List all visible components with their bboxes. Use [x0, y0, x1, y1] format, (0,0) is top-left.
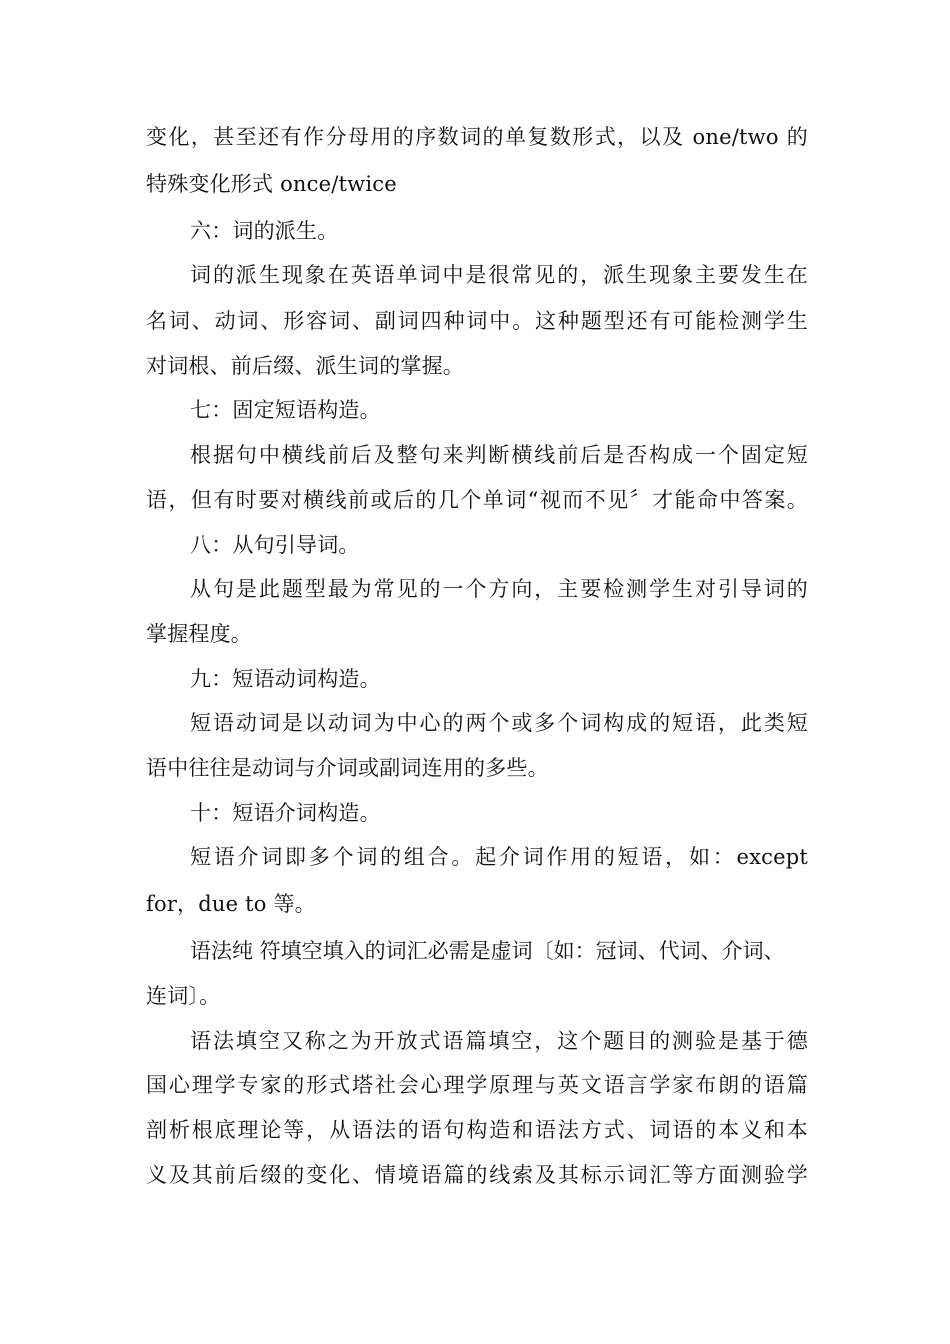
text-line: 根据句中横线前后及整句来判断横线前后是否构成一个固定短	[190, 443, 808, 467]
text-line: 特殊变化形式 once/twice	[146, 172, 397, 196]
section-heading: 九：短语动词构造。	[190, 667, 381, 691]
text-line: 语法填空又称之为开放式语篇填空，这个题目的测验是基于德	[190, 1029, 808, 1053]
text-line: 短语介词即多个词的组合。起介词作用的短语，如：except	[190, 845, 808, 869]
text-line: 语，但有时要对横线前或后的几个单词“视而不见〞才能命中答案。	[146, 488, 808, 512]
text-line: 义及其前后缀的变化、情境语篇的线索及其标示词汇等方面测验学	[146, 1163, 808, 1187]
section-heading: 七：固定短语构造。	[190, 398, 381, 422]
text-line: 国心理学专家的形式塔社会心理学原理与英文语言学家布朗的语篇	[146, 1073, 808, 1097]
text-line: 词的派生现象在英语单词中是很常见的，派生现象主要发生在	[190, 263, 808, 287]
text-line: 语中往往是动词与介词或副词连用的多些。	[146, 756, 549, 780]
text-line: for，due to 等。	[146, 892, 316, 916]
text-line: 连词〕。	[146, 984, 221, 1008]
text-line: 变化，甚至还有作分母用的序数词的单复数形式，以及 one/two 的	[146, 125, 808, 149]
text-line: 对词根、前后缀、派生词的掌握。	[146, 354, 464, 378]
section-heading: 十：短语介词构造。	[190, 801, 381, 825]
text-line: 短语动词是以动词为中心的两个或多个词构成的短语，此类短	[190, 711, 808, 735]
text-line: 剖析根底理论等，从语法的语句构造和语法方式、词语的本义和本	[146, 1118, 808, 1142]
section-heading: 八：从句引导词。	[190, 533, 360, 557]
text-line: 从句是此题型最为常见的一个方向，主要检测学生对引导词的	[190, 577, 808, 601]
section-heading: 六：词的派生。	[190, 219, 339, 243]
text-line: 名词、动词、形容词、副词四种词中。这种题型还有可能检测学生	[146, 309, 808, 333]
text-line: 掌握程度。	[146, 622, 252, 646]
text-line: 语法纯 符填空填入的词汇必需是虚词〔如：冠词、代词、介词、	[190, 939, 785, 963]
